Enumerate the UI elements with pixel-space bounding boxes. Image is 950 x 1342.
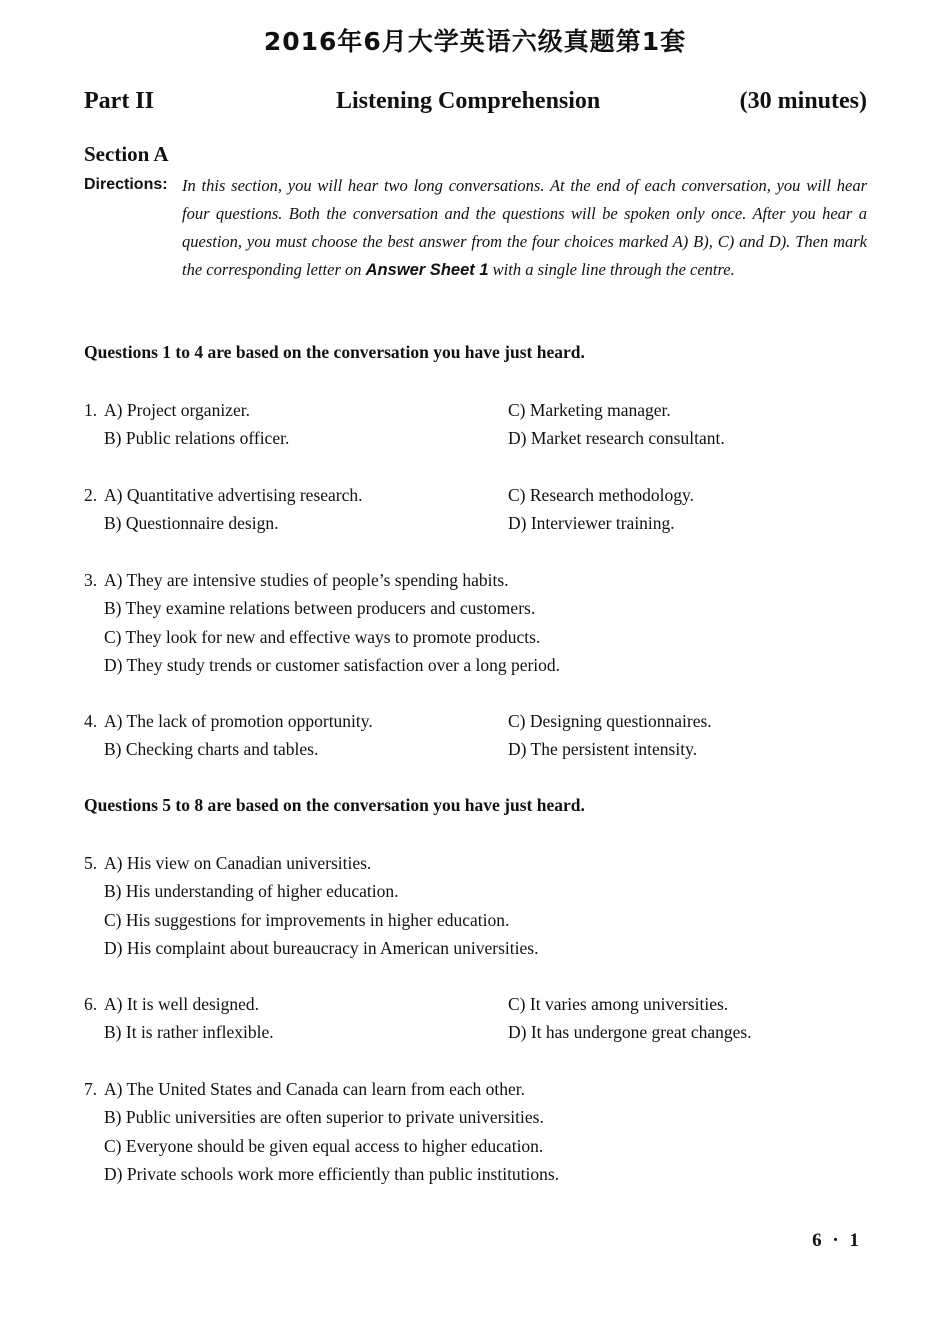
option-a: A) It is well designed. [104,994,260,1014]
option-c: C) It varies among universities. [508,994,729,1014]
question-7 [84,1075,867,1188]
question-number: 5. [84,853,98,873]
question-number: 3. [84,570,98,590]
option-a: A) The lack of promotion opportunity. [104,711,373,731]
directions-text [182,172,867,284]
question-number: 4. [84,711,98,731]
part-header [84,88,867,120]
option-a: A) They are intensive studies of people’s spending habits. [104,570,509,590]
option-d: D) They study trends or customer satisfaction over a long period. [104,654,561,675]
option-a: A) His view on Canadian universities. [104,853,372,873]
option-b: B) It is rather inflexible. [104,1022,274,1043]
option-b: B) Public relations officer. [104,428,290,449]
option-d: D) It has undergone great changes. [508,1022,752,1043]
option-c: C) His suggestions for improvements in higher education. [104,909,510,930]
option-b: B) Public universities are often superior to private universities. [104,1107,544,1128]
answer-sheet-ref: Answer Sheet 1 [365,261,489,279]
part-label: Part II [84,88,154,114]
option-d: D) His complaint about bureaucracy in American universities. [104,937,539,958]
option-a: A) The United States and Canada can learn from each other. [104,1079,525,1099]
directions-text-after: with a single line through the centre. [488,260,735,279]
option-a: A) Quantitative advertising research. [104,485,363,505]
question-number: 7. [84,1079,98,1099]
page-number: 6 · 1 [812,1230,862,1251]
option-b: B) They examine relations between producers and customers. [104,598,536,619]
option-c: C) Marketing manager. [508,400,671,420]
question-4 [84,707,867,764]
part-time: (30 minutes) [739,88,867,114]
question-1 [84,396,867,453]
option-d: D) The persistent intensity. [508,739,698,760]
option-b: B) His understanding of higher education. [104,881,399,902]
group-heading-2: Questions 5 to 8 are based on the conversation you have just heard. [84,795,585,815]
question-3 [84,566,867,679]
group-heading-1: Questions 1 to 4 are based on the conversation you have just heard. [84,342,585,362]
option-c: C) Everyone should be given equal access to higher education. [104,1135,544,1156]
page-title: 2016年6月大学英语六级真题第1套 [263,27,687,56]
question-number: 2. [84,485,98,505]
question-5 [84,849,867,962]
option-c: C) They look for new and effective ways to promote products. [104,626,541,647]
question-2 [84,481,867,538]
option-d: D) Private schools work more efficiently than public institutions. [104,1163,560,1184]
section-title: Section A [84,142,169,166]
option-b: B) Questionnaire design. [104,513,279,534]
option-d: D) Interviewer training. [508,513,675,534]
option-c: C) Research methodology. [508,485,694,505]
part-name: Listening Comprehension [336,88,601,114]
option-c: C) Designing questionnaires. [508,711,712,731]
option-d: D) Market research consultant. [508,428,725,449]
question-number: 1. [84,400,98,420]
option-a: A) Project organizer. [104,400,250,420]
question-number: 6. [84,994,98,1014]
directions-label: Directions: [84,176,168,193]
option-b: B) Checking charts and tables. [104,739,319,760]
directions-text-before: In this section, you will hear two long conversations. At the end of each conversation, you will hear four questions. Both the conversation and the questions will be spoken only once. After you hear a question, you must choose the best answer from the four choices marked A) B), C) and D). Then mark the corresponding letter on [182,176,867,279]
question-6 [84,990,867,1047]
